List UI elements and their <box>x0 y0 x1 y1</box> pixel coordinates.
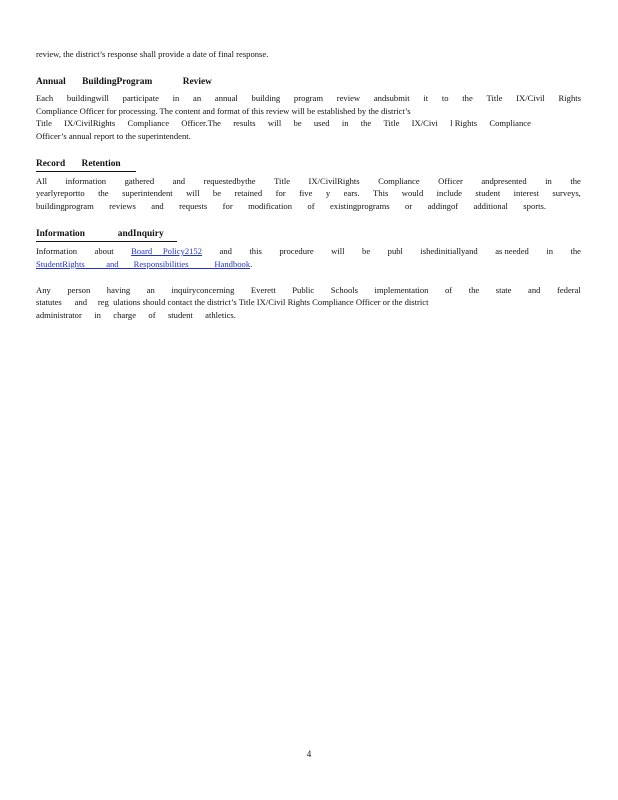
text-line <box>36 117 531 129</box>
word: and <box>151 200 164 211</box>
word: Compliance <box>127 118 170 129</box>
word: for <box>222 200 233 211</box>
word: requests <box>179 200 208 211</box>
text-line <box>36 200 546 212</box>
word: in <box>172 93 180 104</box>
word: administrator <box>36 309 82 320</box>
word: requestedbythe <box>203 176 256 187</box>
word: person <box>67 285 91 296</box>
word: having <box>106 285 131 296</box>
word: information <box>65 176 107 187</box>
word: IX/CivilRights <box>64 118 116 129</box>
word: or <box>405 200 413 211</box>
word: addingof <box>427 200 459 211</box>
word: All <box>36 176 47 187</box>
section-heading: Annual BuildingProgram Review <box>36 77 212 88</box>
word: charge <box>113 309 137 320</box>
word: yearlyreportto <box>36 188 85 199</box>
word: of <box>445 285 453 296</box>
word: state <box>495 285 512 296</box>
word: building <box>251 93 281 104</box>
word: ears. <box>343 188 360 199</box>
word: procedure <box>279 246 314 257</box>
word: to <box>441 93 449 104</box>
word: Information <box>36 246 78 257</box>
word: an <box>193 93 202 104</box>
word: Title <box>274 176 291 187</box>
word: the <box>468 285 480 296</box>
word: buildingwill <box>66 93 109 104</box>
word: IX/CivilRights <box>308 176 360 187</box>
text-line <box>36 175 581 187</box>
word: an <box>146 285 155 296</box>
word: buildingprogram <box>36 200 94 211</box>
intro-line: review, the district’s response shall provide a date of final response. <box>36 49 269 59</box>
word: implementation <box>374 285 429 296</box>
text-line: Compliance Officer for processing. The content and format of this review will be established by the district’s <box>36 105 411 116</box>
word: of <box>148 309 156 320</box>
word: the <box>462 93 473 104</box>
period: . <box>250 258 253 269</box>
section-heading: Record Retention <box>36 158 136 172</box>
word: Title <box>383 118 400 129</box>
section-inquiry-paragraph <box>36 284 581 321</box>
word: the <box>98 188 109 199</box>
word: in <box>94 309 101 320</box>
word: annual <box>214 93 238 104</box>
word: Officer <box>438 176 463 187</box>
word: Compliance <box>378 176 420 187</box>
word: will <box>267 118 282 129</box>
word: and <box>528 285 541 296</box>
text-line <box>36 284 581 296</box>
section-info-inquiry <box>36 223 581 270</box>
word: for <box>275 188 286 199</box>
word: and <box>219 246 232 257</box>
section-record-retention <box>36 153 581 212</box>
text-line <box>36 309 236 321</box>
word: the <box>570 246 581 257</box>
word: be <box>212 188 222 199</box>
page-number: 4 <box>306 749 312 759</box>
word: federal <box>556 285 581 296</box>
word: five <box>299 188 313 199</box>
word: reviews <box>109 200 136 211</box>
word: the <box>360 118 372 129</box>
word: athletics. <box>205 309 236 320</box>
word: andsubmit <box>373 93 410 104</box>
word: will <box>331 246 345 257</box>
word: retained <box>234 188 263 199</box>
word: review <box>336 93 361 104</box>
word: Public <box>292 285 315 296</box>
word: surveys, <box>552 188 581 199</box>
word: be <box>293 118 302 129</box>
word: as needed <box>495 246 529 257</box>
word: in <box>341 118 349 129</box>
text-line: Officer’s annual report to the superintendent. <box>36 130 191 141</box>
word: publ <box>387 246 403 257</box>
word: interest <box>513 188 539 199</box>
section-annual-review <box>36 71 581 142</box>
word: existingprograms <box>329 200 390 211</box>
word: in <box>545 176 552 187</box>
word: IX/Civi <box>411 118 438 129</box>
word: it <box>423 93 429 104</box>
word: Schools <box>330 285 358 296</box>
text-line <box>36 187 581 199</box>
word: results <box>233 118 256 129</box>
word: Everett <box>250 285 276 296</box>
student-rights-handbook-link[interactable]: StudentRights and Responsibilities Handbook <box>36 258 251 269</box>
word: program <box>293 93 324 104</box>
word: sports. <box>523 200 546 211</box>
word: would <box>401 188 424 199</box>
text-line: statutes and reg ulations should contact the district’s Title IX/Civil Rights Compliance Officer or the district <box>36 297 429 308</box>
section-heading: Information andInquiry <box>36 228 177 242</box>
word: the <box>570 176 581 187</box>
word: Rights <box>558 93 581 104</box>
word: Each <box>36 93 54 104</box>
word: Any <box>36 285 51 296</box>
word: this <box>249 246 262 257</box>
word: This <box>373 188 389 199</box>
word: Officer.The <box>181 118 221 129</box>
text-line <box>36 258 581 270</box>
word: Title <box>36 118 52 129</box>
word: will <box>186 188 200 199</box>
word: superintendent <box>122 188 173 199</box>
word: in <box>546 246 554 257</box>
word: additional <box>473 200 508 211</box>
word: and <box>172 176 186 187</box>
word: be <box>362 246 371 257</box>
word: andpresented <box>481 176 527 187</box>
word: l Rights <box>450 118 478 129</box>
text-line <box>36 92 581 104</box>
word: include <box>436 188 462 199</box>
word: y <box>325 188 331 199</box>
word: Compliance <box>489 118 531 129</box>
word: used <box>313 118 330 129</box>
word: about <box>94 246 114 257</box>
word: modification <box>248 200 292 211</box>
word: Title <box>486 93 503 104</box>
word: inquiryconcerning <box>171 285 235 296</box>
document-page <box>36 48 581 321</box>
word: IX/Civil <box>516 93 545 104</box>
word: gathered <box>124 176 155 187</box>
word: student <box>167 309 193 320</box>
word: student <box>475 188 501 199</box>
board-policy-link[interactable]: Board Policy2152 <box>131 246 203 257</box>
word: participate <box>122 93 159 104</box>
text-line <box>36 245 581 257</box>
word: ishedinitiallyand <box>420 246 478 257</box>
word: of <box>307 200 315 211</box>
